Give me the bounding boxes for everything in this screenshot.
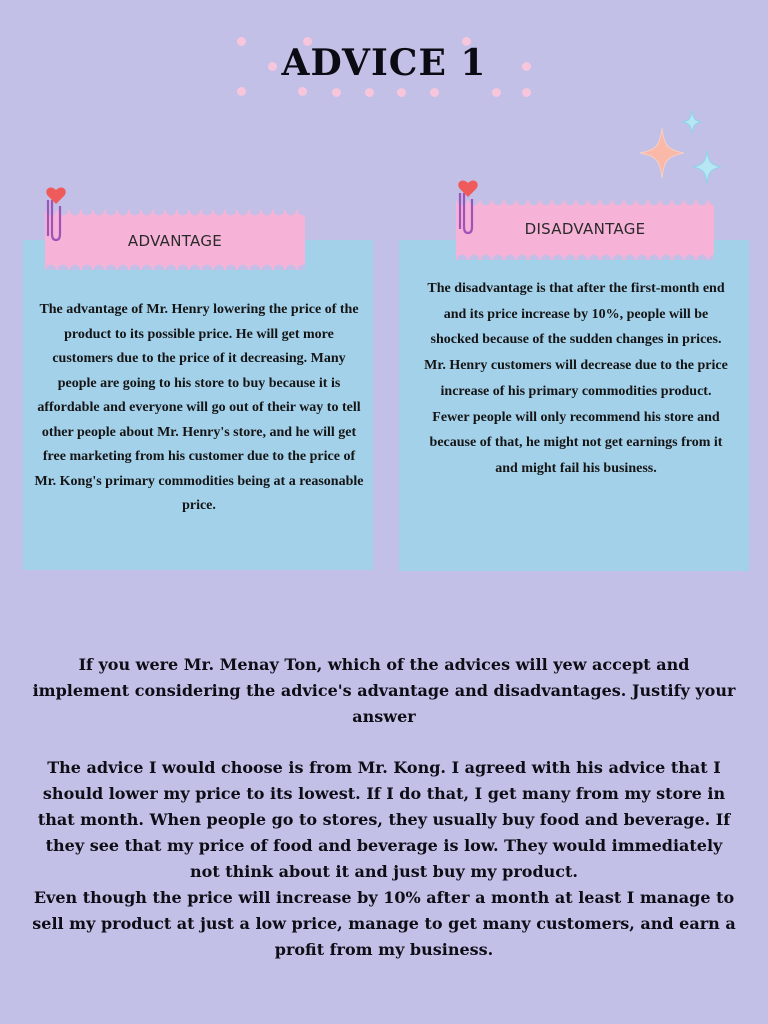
disadvantage-paragraph-3: Fewer people will only recommend his store and because of that, he might not get earnings from it and might fail his business. — [429, 409, 723, 476]
disadvantage-paragraph-2: Mr. Henry customers will decrease due to the price increase of his primary commodities product. — [424, 358, 728, 399]
sparkle-icon — [640, 128, 684, 178]
page-title: ADVICE 1 — [281, 42, 487, 84]
disadvantage-tag — [456, 200, 714, 260]
disadvantage-paragraph-1: The disadvantage is that after the first-month end and its price increase by 10%, people will be shocked because of the sudden changes in prices. — [427, 281, 725, 348]
advantage-tag — [45, 210, 305, 270]
paperclip-icon — [43, 186, 69, 242]
answer-paragraph-1: The advice I would choose is from Mr. Kong. I agreed with his advice that I should lower my price to its lowest. If I do that, I get many from my store in that month. When people go to stores, they usually buy food and beverage. If they see that my price of food and beverage is low. They would immediately not think about it and just buy my product. — [37, 758, 731, 881]
advantage-paragraph: The advantage of Mr. Henry lowering the price of the product to its possible price. He will get more customers due to the price of it decreasing. Many people are going to his store to buy because it is affordable and everyone will go out of their way to tell other people about Mr. Henry's store, and he will get free marketing from his customer due to the price of Mr. Kong's primary commodities being at a reasonable price. — [34, 302, 364, 513]
answer-block — [30, 755, 738, 963]
advantage-label: ADVANTAGE — [127, 232, 223, 250]
question-block — [30, 652, 738, 730]
advantage-text — [33, 298, 365, 519]
disadvantage-label: DISADVANTAGE — [524, 220, 646, 238]
answer-paragraph-2: Even though the price will increase by 10% after a month at least I manage to sell my product at just a low price, manage to get many customers, and earn a profit from my business. — [32, 888, 736, 959]
sparkle-icon — [682, 110, 702, 134]
question-text: If you were Mr. Menay Ton, which of the advices will yew accept and implement considering the advice's advantage and disadvantages. Justify your answer — [32, 655, 736, 726]
paperclip-icon — [455, 179, 481, 235]
disadvantage-text — [418, 276, 734, 482]
sparkle-icon — [693, 150, 721, 184]
